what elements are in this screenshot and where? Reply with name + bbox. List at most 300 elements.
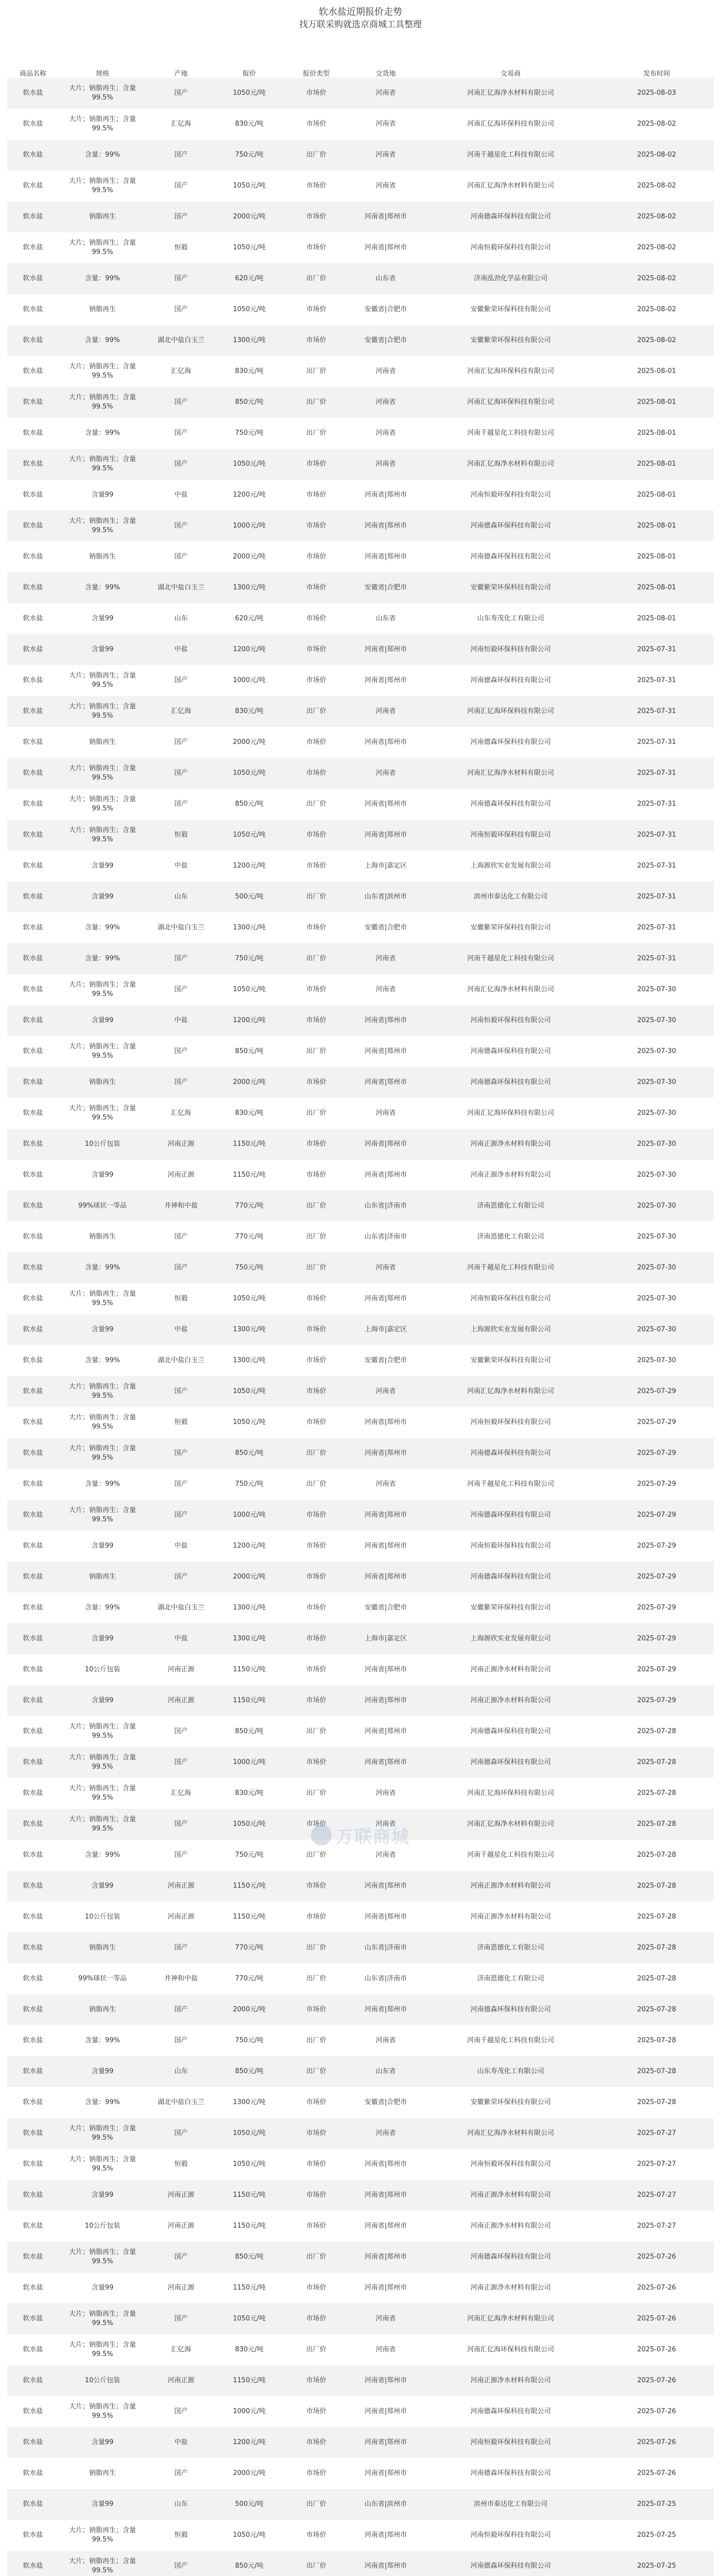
cell-name: 软水盐	[7, 1036, 59, 1067]
cell-price: 830元/吨	[216, 2334, 283, 2365]
cell-delivery: 山东省	[350, 263, 422, 294]
table-row	[7, 1376, 714, 1407]
cell-price-type: 市场价	[283, 2427, 350, 2458]
cell-date: 2025-07-31	[599, 882, 714, 912]
cell-date: 2025-07-25	[599, 2489, 714, 2520]
cell-origin: 汇亿海	[146, 696, 216, 727]
cell-price-type: 市场价	[283, 2180, 350, 2211]
cell-name: 软水盐	[7, 1994, 59, 2025]
table-row	[7, 1098, 714, 1129]
cell-trader: 河南德森环保科技有限公司	[422, 1036, 599, 1067]
cell-price-type: 出厂价	[283, 789, 350, 820]
cell-price-type: 出厂价	[283, 263, 350, 294]
cell-price-type: 市场价	[283, 2273, 350, 2303]
cell-origin: 湖北中盐白玉兰	[146, 912, 216, 943]
cell-price-type: 市场价	[283, 325, 350, 356]
table-row	[7, 1160, 714, 1191]
cell-spec: 含量：99%	[59, 943, 146, 974]
cell-name: 软水盐	[7, 1005, 59, 1036]
cell-delivery: 河南省|郑州市	[350, 634, 422, 665]
cell-price-type: 市场价	[283, 603, 350, 634]
cell-origin: 国产	[146, 171, 216, 201]
cell-trader: 河南正源净水材料有限公司	[422, 1871, 599, 1902]
cell-name: 软水盐	[7, 1160, 59, 1191]
cell-price: 1050元/吨	[216, 2303, 283, 2334]
cell-origin: 国产	[146, 1067, 216, 1098]
cell-spec: 大片；钠脂再生；含量99.5%	[59, 1376, 146, 1407]
cell-spec: 含量：99%	[59, 2087, 146, 2118]
cell-delivery: 河南省|郑州市	[350, 1005, 422, 1036]
cell-delivery: 河南省|郑州市	[350, 1036, 422, 1067]
cell-delivery: 河南省|郑州市	[350, 2520, 422, 2551]
table-row	[7, 603, 714, 634]
cell-price: 2000元/吨	[216, 727, 283, 758]
cell-price: 750元/吨	[216, 140, 283, 171]
cell-trader: 上海源欣实业发展有限公司	[422, 851, 599, 882]
cell-spec: 含量：99%	[59, 2025, 146, 2056]
table-row	[7, 1562, 714, 1592]
cell-name: 软水盐	[7, 1345, 59, 1376]
cell-origin: 国产	[146, 1933, 216, 1963]
cell-trader: 河南德森环保科技有限公司	[422, 2396, 599, 2427]
cell-name: 软水盐	[7, 1716, 59, 1747]
cell-delivery: 安徽省|合肥市	[350, 1592, 422, 1623]
cell-origin: 河南正源	[146, 2180, 216, 2211]
cell-origin: 国产	[146, 201, 216, 232]
cell-date: 2025-08-01	[599, 511, 714, 541]
cell-date: 2025-08-02	[599, 140, 714, 171]
cell-spec: 10公斤包装	[59, 2365, 146, 2396]
cell-name: 软水盐	[7, 2025, 59, 2056]
cell-price: 1300元/吨	[216, 1345, 283, 1376]
table-row	[7, 1283, 714, 1314]
cell-price-type: 市场价	[283, 912, 350, 943]
cell-date: 2025-07-28	[599, 1933, 714, 1963]
cell-date: 2025-08-01	[599, 387, 714, 418]
cell-price-type: 市场价	[283, 2365, 350, 2396]
cell-delivery: 河南省	[350, 449, 422, 480]
cell-trader: 河南德森环保科技有限公司	[422, 789, 599, 820]
cell-spec: 大片；钠脂再生；含量99.5%	[59, 2118, 146, 2149]
table-row	[7, 1994, 714, 2025]
cell-price: 1000元/吨	[216, 1500, 283, 1531]
cell-name: 软水盐	[7, 1778, 59, 1809]
table-row	[7, 789, 714, 820]
cell-name: 软水盐	[7, 1252, 59, 1283]
cell-price: 2000元/吨	[216, 1994, 283, 2025]
table-row	[7, 109, 714, 140]
cell-delivery: 山东省|滨州市	[350, 2489, 422, 2520]
cell-name: 软水盐	[7, 1654, 59, 1685]
cell-price-type: 市场价	[283, 449, 350, 480]
cell-date: 2025-07-26	[599, 2427, 714, 2458]
cell-price: 750元/吨	[216, 2025, 283, 2056]
cell-date: 2025-07-26	[599, 2365, 714, 2396]
cell-price: 1150元/吨	[216, 1160, 283, 1191]
cell-name: 软水盐	[7, 2458, 59, 2489]
cell-origin: 国产	[146, 140, 216, 171]
cell-origin: 河南正源	[146, 2365, 216, 2396]
table-row	[7, 1036, 714, 1067]
cell-name: 软水盐	[7, 727, 59, 758]
cell-price: 1150元/吨	[216, 2180, 283, 2211]
cell-name: 软水盐	[7, 2180, 59, 2211]
cell-spec: 大片；钠脂再生；含量99.5%	[59, 109, 146, 140]
table-row	[7, 1871, 714, 1902]
cell-name: 软水盐	[7, 109, 59, 140]
cell-price: 750元/吨	[216, 1840, 283, 1871]
cell-name: 软水盐	[7, 1407, 59, 1438]
cell-price: 1200元/吨	[216, 2427, 283, 2458]
cell-delivery: 河南省|郑州市	[350, 727, 422, 758]
cell-name: 软水盐	[7, 1314, 59, 1345]
cell-price-type: 市场价	[283, 2118, 350, 2149]
table-row	[7, 1592, 714, 1623]
cell-origin: 中盐	[146, 480, 216, 511]
cell-delivery: 河南省	[350, 1778, 422, 1809]
cell-date: 2025-07-31	[599, 943, 714, 974]
table-row	[7, 1840, 714, 1871]
cell-trader: 河南汇亿海净水材料有限公司	[422, 171, 599, 201]
cell-price-type: 市场价	[283, 851, 350, 882]
cell-price-type: 市场价	[283, 201, 350, 232]
cell-price: 1050元/吨	[216, 78, 283, 109]
cell-origin: 山东	[146, 2489, 216, 2520]
cell-delivery: 河南省|郑州市	[350, 2427, 422, 2458]
cell-spec: 大片；钠脂再生；含量99.5%	[59, 1036, 146, 1067]
cell-name: 软水盐	[7, 1747, 59, 1778]
cell-delivery: 河南省	[350, 1840, 422, 1871]
cell-price-type: 市场价	[283, 1283, 350, 1314]
cell-delivery: 山东省|济南市	[350, 1933, 422, 1963]
table-row	[7, 665, 714, 696]
cell-trader: 河南德森环保科技有限公司	[422, 1716, 599, 1747]
cell-trader: 河南汇亿海净水材料有限公司	[422, 449, 599, 480]
table-row	[7, 1005, 714, 1036]
cell-trader: 山东寿茂化工有限公司	[422, 2056, 599, 2087]
cell-date: 2025-07-29	[599, 1376, 714, 1407]
cell-trader: 河南恒毅环保科技有限公司	[422, 480, 599, 511]
column-header-date: 发布时间	[643, 70, 670, 78]
cell-spec: 大片；钠脂再生；含量99.5%	[59, 1500, 146, 1531]
cell-price: 1300元/吨	[216, 1314, 283, 1345]
cell-spec: 大片；钠脂再生；含量99.5%	[59, 1283, 146, 1314]
table-row	[7, 325, 714, 356]
cell-spec: 钠脂再生	[59, 541, 146, 572]
cell-price-type: 市场价	[283, 727, 350, 758]
cell-origin: 国产	[146, 1252, 216, 1283]
cell-price: 1150元/吨	[216, 2365, 283, 2396]
cell-price-type: 出厂价	[283, 2489, 350, 2520]
cell-date: 2025-08-02	[599, 294, 714, 325]
cell-trader: 河南汇亿海环保科技有限公司	[422, 696, 599, 727]
cell-name: 软水盐	[7, 1963, 59, 1994]
cell-name: 软水盐	[7, 171, 59, 201]
cell-price: 830元/吨	[216, 356, 283, 387]
cell-price-type: 市场价	[283, 294, 350, 325]
cell-date: 2025-07-28	[599, 2087, 714, 2118]
cell-spec: 含量：99%	[59, 912, 146, 943]
cell-delivery: 河南省|郑州市	[350, 1871, 422, 1902]
cell-date: 2025-07-28	[599, 1809, 714, 1840]
cell-spec: 含量99	[59, 1160, 146, 1191]
cell-name: 软水盐	[7, 1469, 59, 1500]
cell-price: 1300元/吨	[216, 2087, 283, 2118]
cell-spec: 含量99	[59, 851, 146, 882]
cell-price: 2000元/吨	[216, 2458, 283, 2489]
cell-spec: 大片；钠脂再生；含量99.5%	[59, 665, 146, 696]
cell-date: 2025-07-28	[599, 1871, 714, 1902]
cell-trader: 河南汇亿海净水材料有限公司	[422, 1376, 599, 1407]
cell-name: 软水盐	[7, 2396, 59, 2427]
cell-trader: 济南恩德化工有限公司	[422, 1963, 599, 1994]
cell-name: 软水盐	[7, 418, 59, 449]
cell-date: 2025-08-02	[599, 263, 714, 294]
table-row	[7, 201, 714, 232]
table-row	[7, 1500, 714, 1531]
table-row	[7, 943, 714, 974]
cell-delivery: 河南省|郑州市	[350, 820, 422, 851]
cell-price: 850元/吨	[216, 2551, 283, 2576]
cell-origin: 河南正源	[146, 1160, 216, 1191]
cell-origin: 中盐	[146, 634, 216, 665]
cell-name: 软水盐	[7, 1531, 59, 1562]
cell-delivery: 河南省	[350, 974, 422, 1005]
cell-delivery: 河南省|郑州市	[350, 232, 422, 263]
table-row	[7, 1438, 714, 1469]
cell-name: 软水盐	[7, 2334, 59, 2365]
cell-delivery: 河南省|郑州市	[350, 665, 422, 696]
cell-origin: 国产	[146, 1562, 216, 1592]
cell-origin: 国产	[146, 2025, 216, 2056]
table-row	[7, 140, 714, 171]
cell-date: 2025-07-26	[599, 2334, 714, 2365]
cell-date: 2025-07-28	[599, 1716, 714, 1747]
cell-date: 2025-07-26	[599, 2242, 714, 2273]
cell-price-type: 出厂价	[283, 1252, 350, 1283]
table-row	[7, 1067, 714, 1098]
cell-spec: 钠脂再生	[59, 201, 146, 232]
cell-name: 软水盐	[7, 2551, 59, 2576]
table-row	[7, 1469, 714, 1500]
cell-date: 2025-07-29	[599, 1685, 714, 1716]
cell-trader: 河南正源净水材料有限公司	[422, 2211, 599, 2242]
cell-price-type: 出厂价	[283, 943, 350, 974]
cell-origin: 河南正源	[146, 1871, 216, 1902]
cell-trader: 安徽紫荣环保科技有限公司	[422, 2087, 599, 2118]
cell-price-type: 市场价	[283, 109, 350, 140]
cell-price-type: 市场价	[283, 1747, 350, 1778]
cell-origin: 河南正源	[146, 1685, 216, 1716]
cell-trader: 河南德森环保科技有限公司	[422, 1747, 599, 1778]
cell-delivery: 上海市|嘉定区	[350, 1314, 422, 1345]
cell-spec: 大片；钠脂再生；含量99.5%	[59, 232, 146, 263]
cell-price-type: 市场价	[283, 1314, 350, 1345]
cell-spec: 10公斤包装	[59, 1654, 146, 1685]
cell-date: 2025-07-27	[599, 2149, 714, 2180]
cell-name: 软水盐	[7, 2149, 59, 2180]
cell-spec: 含量99	[59, 1531, 146, 1562]
table-row	[7, 418, 714, 449]
cell-origin: 河南正源	[146, 2211, 216, 2242]
table-row	[7, 480, 714, 511]
cell-date: 2025-07-30	[599, 1098, 714, 1129]
table-row	[7, 2396, 714, 2427]
cell-name: 软水盐	[7, 1840, 59, 1871]
cell-trader: 河南千越星化工科技有限公司	[422, 140, 599, 171]
cell-price-type: 出厂价	[283, 2334, 350, 2365]
cell-trader: 山东寿茂化工有限公司	[422, 603, 599, 634]
cell-price: 1150元/吨	[216, 2211, 283, 2242]
cell-name: 软水盐	[7, 851, 59, 882]
cell-origin: 河南正源	[146, 1902, 216, 1933]
cell-delivery: 安徽省|合肥市	[350, 572, 422, 603]
cell-delivery: 河南省|郑州市	[350, 511, 422, 541]
cell-price: 770元/吨	[216, 1222, 283, 1252]
column-header-name: 商品名称	[19, 70, 46, 78]
table-row	[7, 758, 714, 789]
cell-spec: 大片；钠脂再生；含量99.5%	[59, 820, 146, 851]
table-row	[7, 1129, 714, 1160]
table-row	[7, 2025, 714, 2056]
cell-price-type: 市场价	[283, 1407, 350, 1438]
cell-trader: 河南汇亿海净水材料有限公司	[422, 78, 599, 109]
table-row	[7, 78, 714, 109]
cell-name: 软水盐	[7, 665, 59, 696]
cell-name: 软水盐	[7, 2056, 59, 2087]
cell-origin: 国产	[146, 1809, 216, 1840]
cell-spec: 含量99	[59, 480, 146, 511]
cell-trader: 河南恒毅环保科技有限公司	[422, 2520, 599, 2551]
cell-price: 830元/吨	[216, 696, 283, 727]
cell-delivery: 河南省|郑州市	[350, 1160, 422, 1191]
cell-date: 2025-07-25	[599, 2551, 714, 2576]
cell-spec: 含量：99%	[59, 1840, 146, 1871]
cell-spec: 含量99	[59, 2489, 146, 2520]
table-header-row	[7, 68, 714, 78]
cell-price: 2000元/吨	[216, 201, 283, 232]
cell-price: 850元/吨	[216, 1438, 283, 1469]
table-row	[7, 820, 714, 851]
cell-price: 1150元/吨	[216, 1902, 283, 1933]
cell-name: 软水盐	[7, 1129, 59, 1160]
cell-spec: 大片；钠脂再生；含量99.5%	[59, 387, 146, 418]
cell-trader: 河南德森环保科技有限公司	[422, 665, 599, 696]
cell-delivery: 河南省|郑州市	[350, 2551, 422, 2576]
cell-date: 2025-07-29	[599, 1562, 714, 1592]
cell-origin: 汇亿海	[146, 356, 216, 387]
cell-date: 2025-07-26	[599, 2458, 714, 2489]
cell-name: 软水盐	[7, 572, 59, 603]
cell-origin: 汇亿海	[146, 1778, 216, 1809]
cell-delivery: 上海市|嘉定区	[350, 1623, 422, 1654]
cell-name: 软水盐	[7, 263, 59, 294]
cell-trader: 济南恩德化工有限公司	[422, 1191, 599, 1222]
cell-spec: 钠脂再生	[59, 294, 146, 325]
cell-delivery: 河南省|郑州市	[350, 2211, 422, 2242]
cell-trader: 河南德森环保科技有限公司	[422, 1500, 599, 1531]
cell-price: 770元/吨	[216, 1963, 283, 1994]
cell-trader: 河南千越星化工科技有限公司	[422, 943, 599, 974]
cell-price: 850元/吨	[216, 789, 283, 820]
cell-trader: 河南恒毅环保科技有限公司	[422, 232, 599, 263]
cell-price: 1050元/吨	[216, 1809, 283, 1840]
cell-price-type: 市场价	[283, 2396, 350, 2427]
table-row	[7, 572, 714, 603]
cell-origin: 国产	[146, 758, 216, 789]
cell-trader: 河南汇亿海环保科技有限公司	[422, 356, 599, 387]
cell-price: 2000元/吨	[216, 1067, 283, 1098]
cell-price: 1200元/吨	[216, 1005, 283, 1036]
cell-delivery: 河南省	[350, 109, 422, 140]
cell-delivery: 河南省|郑州市	[350, 1531, 422, 1562]
cell-price: 850元/吨	[216, 2056, 283, 2087]
cell-delivery: 河南省|郑州市	[350, 1562, 422, 1592]
cell-delivery: 河南省|郑州市	[350, 480, 422, 511]
cell-delivery: 河南省|郑州市	[350, 1067, 422, 1098]
cell-price: 1200元/吨	[216, 480, 283, 511]
cell-origin: 国产	[146, 727, 216, 758]
cell-price: 850元/吨	[216, 387, 283, 418]
cell-origin: 国产	[146, 1438, 216, 1469]
cell-date: 2025-07-29	[599, 1531, 714, 1562]
cell-delivery: 河南省|郑州市	[350, 1685, 422, 1716]
cell-price: 850元/吨	[216, 1036, 283, 1067]
column-header-price-type: 报价类型	[302, 70, 330, 78]
cell-delivery: 河南省	[350, 1098, 422, 1129]
cell-delivery: 河南省|郑州市	[350, 1407, 422, 1438]
cell-date: 2025-07-30	[599, 1036, 714, 1067]
cell-origin: 国产	[146, 2458, 216, 2489]
cell-date: 2025-07-26	[599, 2396, 714, 2427]
cell-spec: 含量99	[59, 2180, 146, 2211]
cell-spec: 钠脂再生	[59, 727, 146, 758]
cell-price: 750元/吨	[216, 1252, 283, 1283]
cell-spec: 大片；钠脂再生；含量99.5%	[59, 1407, 146, 1438]
cell-delivery: 山东省|滨州市	[350, 882, 422, 912]
cell-spec: 含量：99%	[59, 263, 146, 294]
cell-delivery: 河南省|郑州市	[350, 2458, 422, 2489]
cell-delivery: 河南省	[350, 140, 422, 171]
cell-price: 1050元/吨	[216, 2118, 283, 2149]
cell-name: 软水盐	[7, 1592, 59, 1623]
cell-price: 1000元/吨	[216, 665, 283, 696]
cell-trader: 河南千越星化工科技有限公司	[422, 1252, 599, 1283]
cell-trader: 河南德森环保科技有限公司	[422, 511, 599, 541]
table-body	[7, 78, 714, 2576]
table-row	[7, 2180, 714, 2211]
table-row	[7, 2458, 714, 2489]
cell-date: 2025-07-30	[599, 1283, 714, 1314]
cell-spec: 大片；钠脂再生；含量99.5%	[59, 1778, 146, 1809]
cell-price: 1300元/吨	[216, 912, 283, 943]
cell-price-type: 市场价	[283, 480, 350, 511]
cell-price: 1050元/吨	[216, 2149, 283, 2180]
cell-price-type: 市场价	[283, 974, 350, 1005]
cell-delivery: 河南省|郑州市	[350, 2180, 422, 2211]
cell-price: 620元/吨	[216, 263, 283, 294]
cell-price: 750元/吨	[216, 943, 283, 974]
cell-name: 软水盐	[7, 232, 59, 263]
cell-name: 软水盐	[7, 356, 59, 387]
cell-name: 软水盐	[7, 1933, 59, 1963]
cell-spec: 大片；钠脂再生；含量99.5%	[59, 449, 146, 480]
cell-price-type: 市场价	[283, 820, 350, 851]
table-row	[7, 634, 714, 665]
cell-trader: 河南恒毅环保科技有限公司	[422, 2149, 599, 2180]
cell-delivery: 安徽省|合肥市	[350, 912, 422, 943]
cell-delivery: 山东省|济南市	[350, 1222, 422, 1252]
